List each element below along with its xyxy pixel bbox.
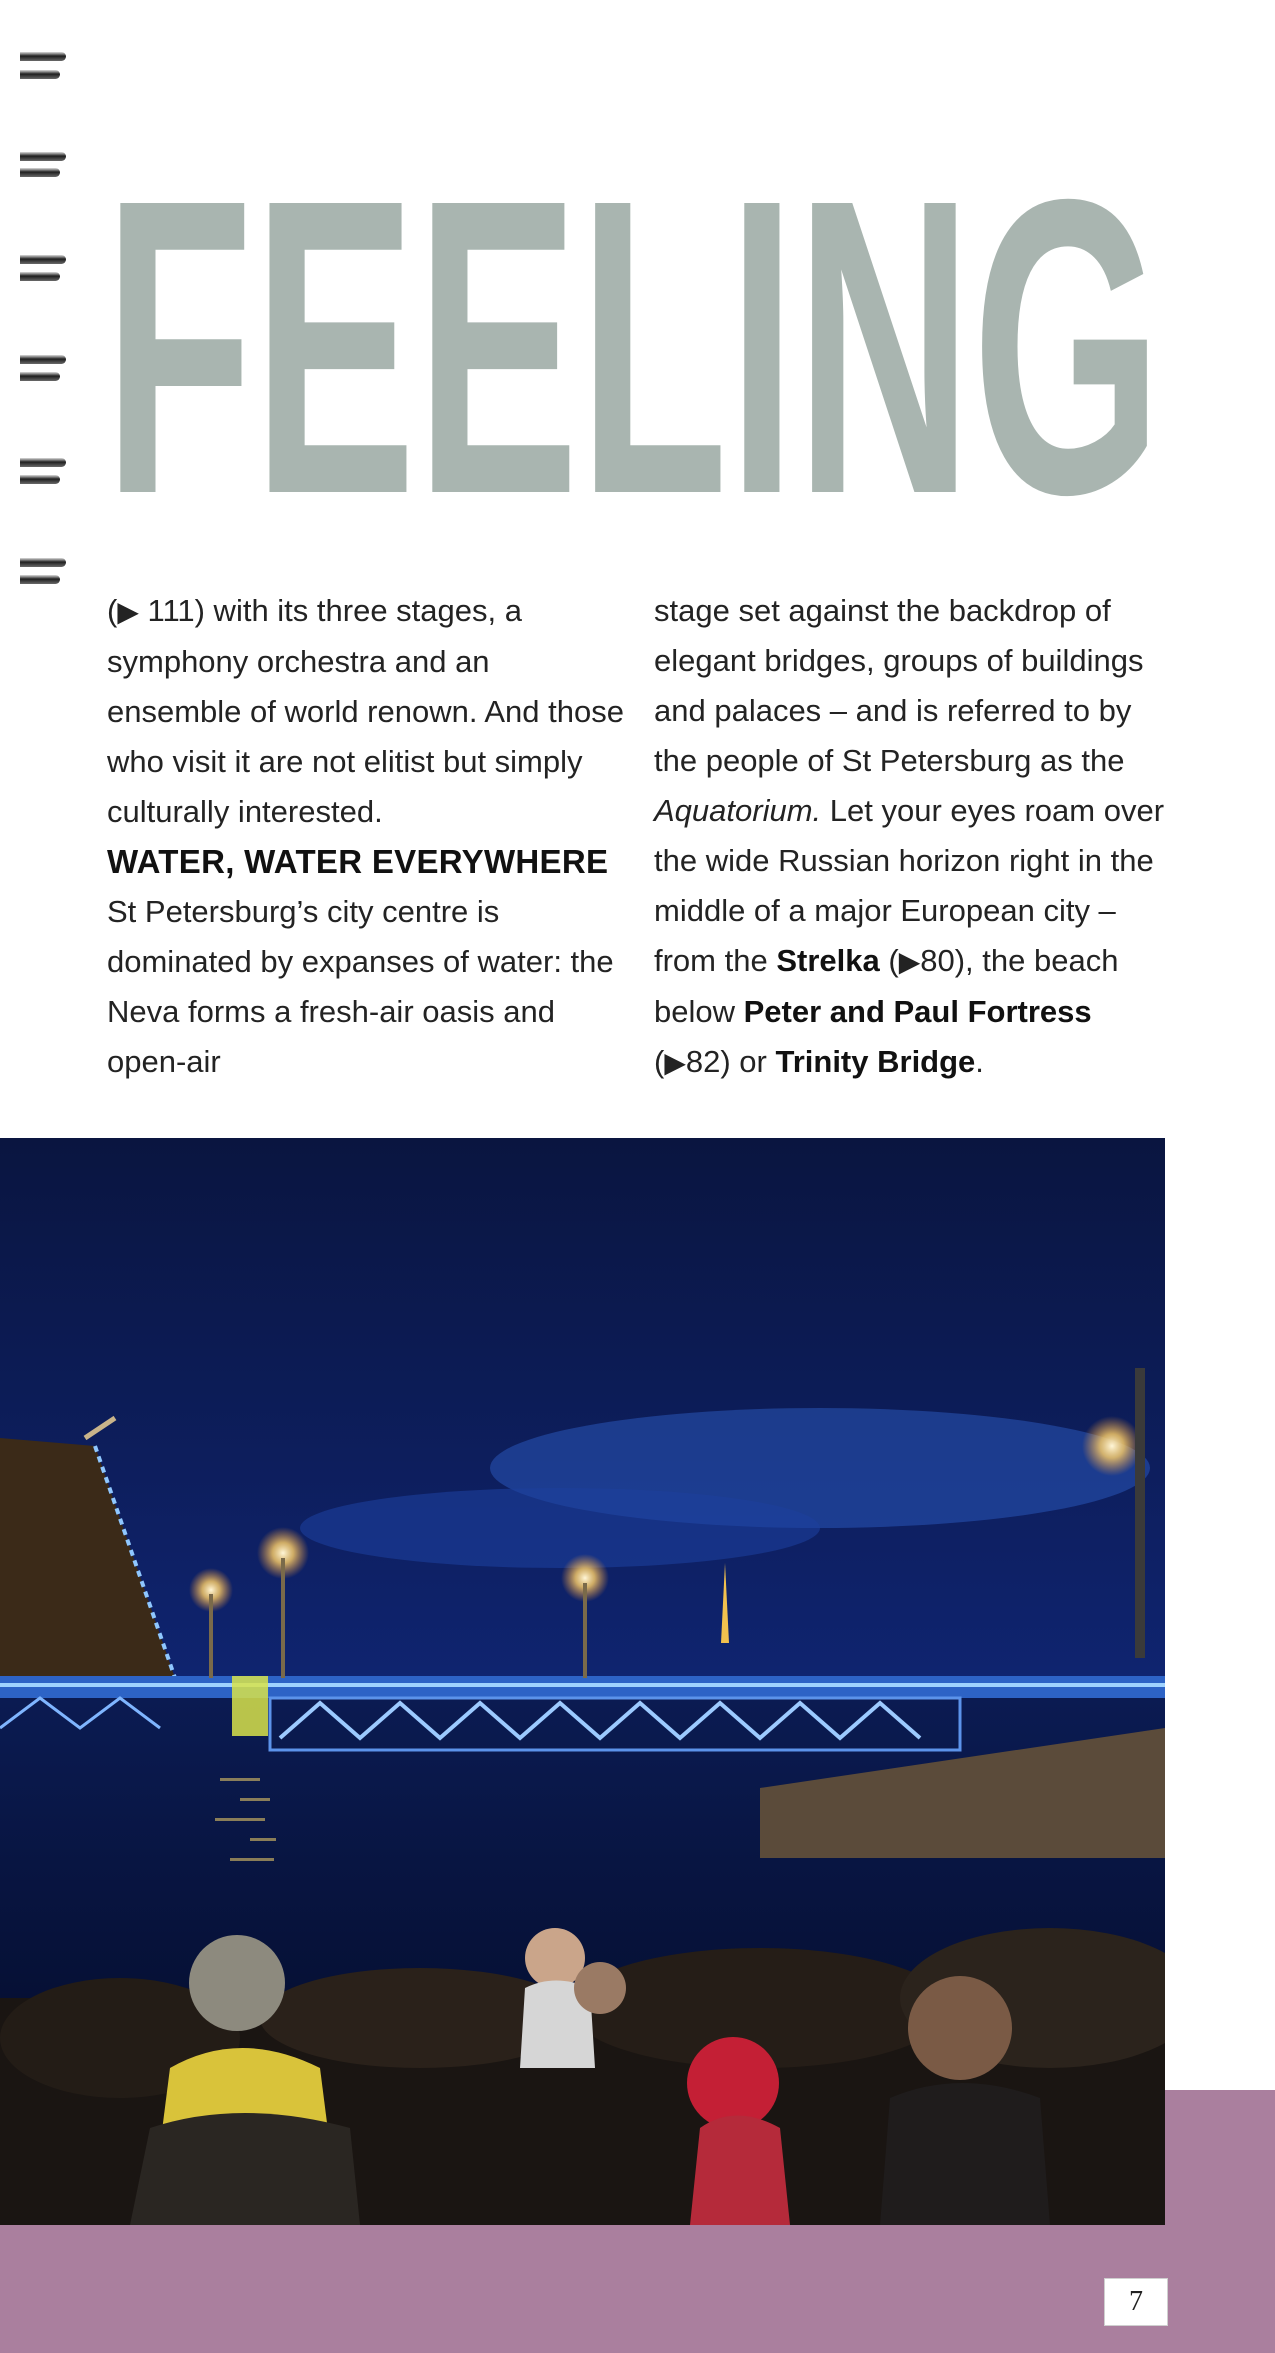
- arrow-icon: ▶: [117, 596, 139, 627]
- binding-coil: [20, 152, 66, 161]
- paragraph-text: Let your eyes roam over the wide Russian horizon right in the middle of a major European city – from the: [654, 793, 1165, 978]
- binding-coil: [20, 372, 60, 381]
- binding-coil: [20, 70, 60, 79]
- page-heading: [104, 194, 1164, 504]
- binding-coil: [20, 575, 60, 584]
- italic-term: Aquatorium.: [654, 793, 822, 828]
- binding-coil: [20, 558, 66, 567]
- binding-coil: [20, 272, 60, 281]
- paragraph-text: stage set against the backdrop of elegant bridges, groups of buildings and palaces – and is referred to by the people of St Petersburg as the: [654, 593, 1144, 778]
- page-reference: 80), the beach below: [654, 943, 1119, 1029]
- section-subheading: WATER, WATER EVERYWHERE: [107, 843, 609, 880]
- binding-coil: [20, 255, 66, 264]
- right-column: [654, 586, 1174, 1088]
- place-name: Trinity Bridge: [775, 1044, 976, 1079]
- arrow-icon: ▶: [664, 1047, 686, 1078]
- binding-coil: [20, 475, 60, 484]
- paragraph-text: 111) with its three stages, a symphony orchestra and an ensemble of world renown. And those who visit it are not elitist but simply culturally interested.: [107, 593, 624, 829]
- page-number: 7: [1104, 2278, 1168, 2326]
- paragraph: St Petersburg’s city centre is dominated by expanses of water: the Neva forms a fresh-air oasis and open-air: [107, 894, 614, 1079]
- binding-coil: [20, 168, 60, 177]
- binding-coil: [20, 458, 66, 467]
- night-bridge-photo: [0, 1138, 1165, 2225]
- binding-coil: [20, 52, 66, 61]
- place-name: Strelka: [776, 943, 880, 978]
- page-reference: 82) or: [685, 1044, 767, 1079]
- binding-coil: [20, 355, 66, 364]
- paragraph: stage set against the backdrop of elegant bridges, groups of buildings and palaces – and is referred to by the people of St Petersburg as the Aquatorium. Let your eyes roam over the wide Russian horizon right in the middle of a major European city – from the Strelka (▶80), the beach below Peter and Paul Fortress (▶82) or Trinity Bridge.: [654, 593, 1165, 1079]
- paragraph: (▶ 111) with its three stages, a symphony orchestra and an ensemble of world renown. And those who visit it are not elitist but simply culturally interested.: [107, 593, 624, 829]
- arrow-icon: ▶: [898, 946, 921, 977]
- heading-text: FEELING: [104, 194, 1162, 504]
- left-column: [107, 586, 627, 1087]
- punctuation: .: [975, 1044, 984, 1079]
- place-name: Peter and Paul Fortress: [743, 994, 1092, 1029]
